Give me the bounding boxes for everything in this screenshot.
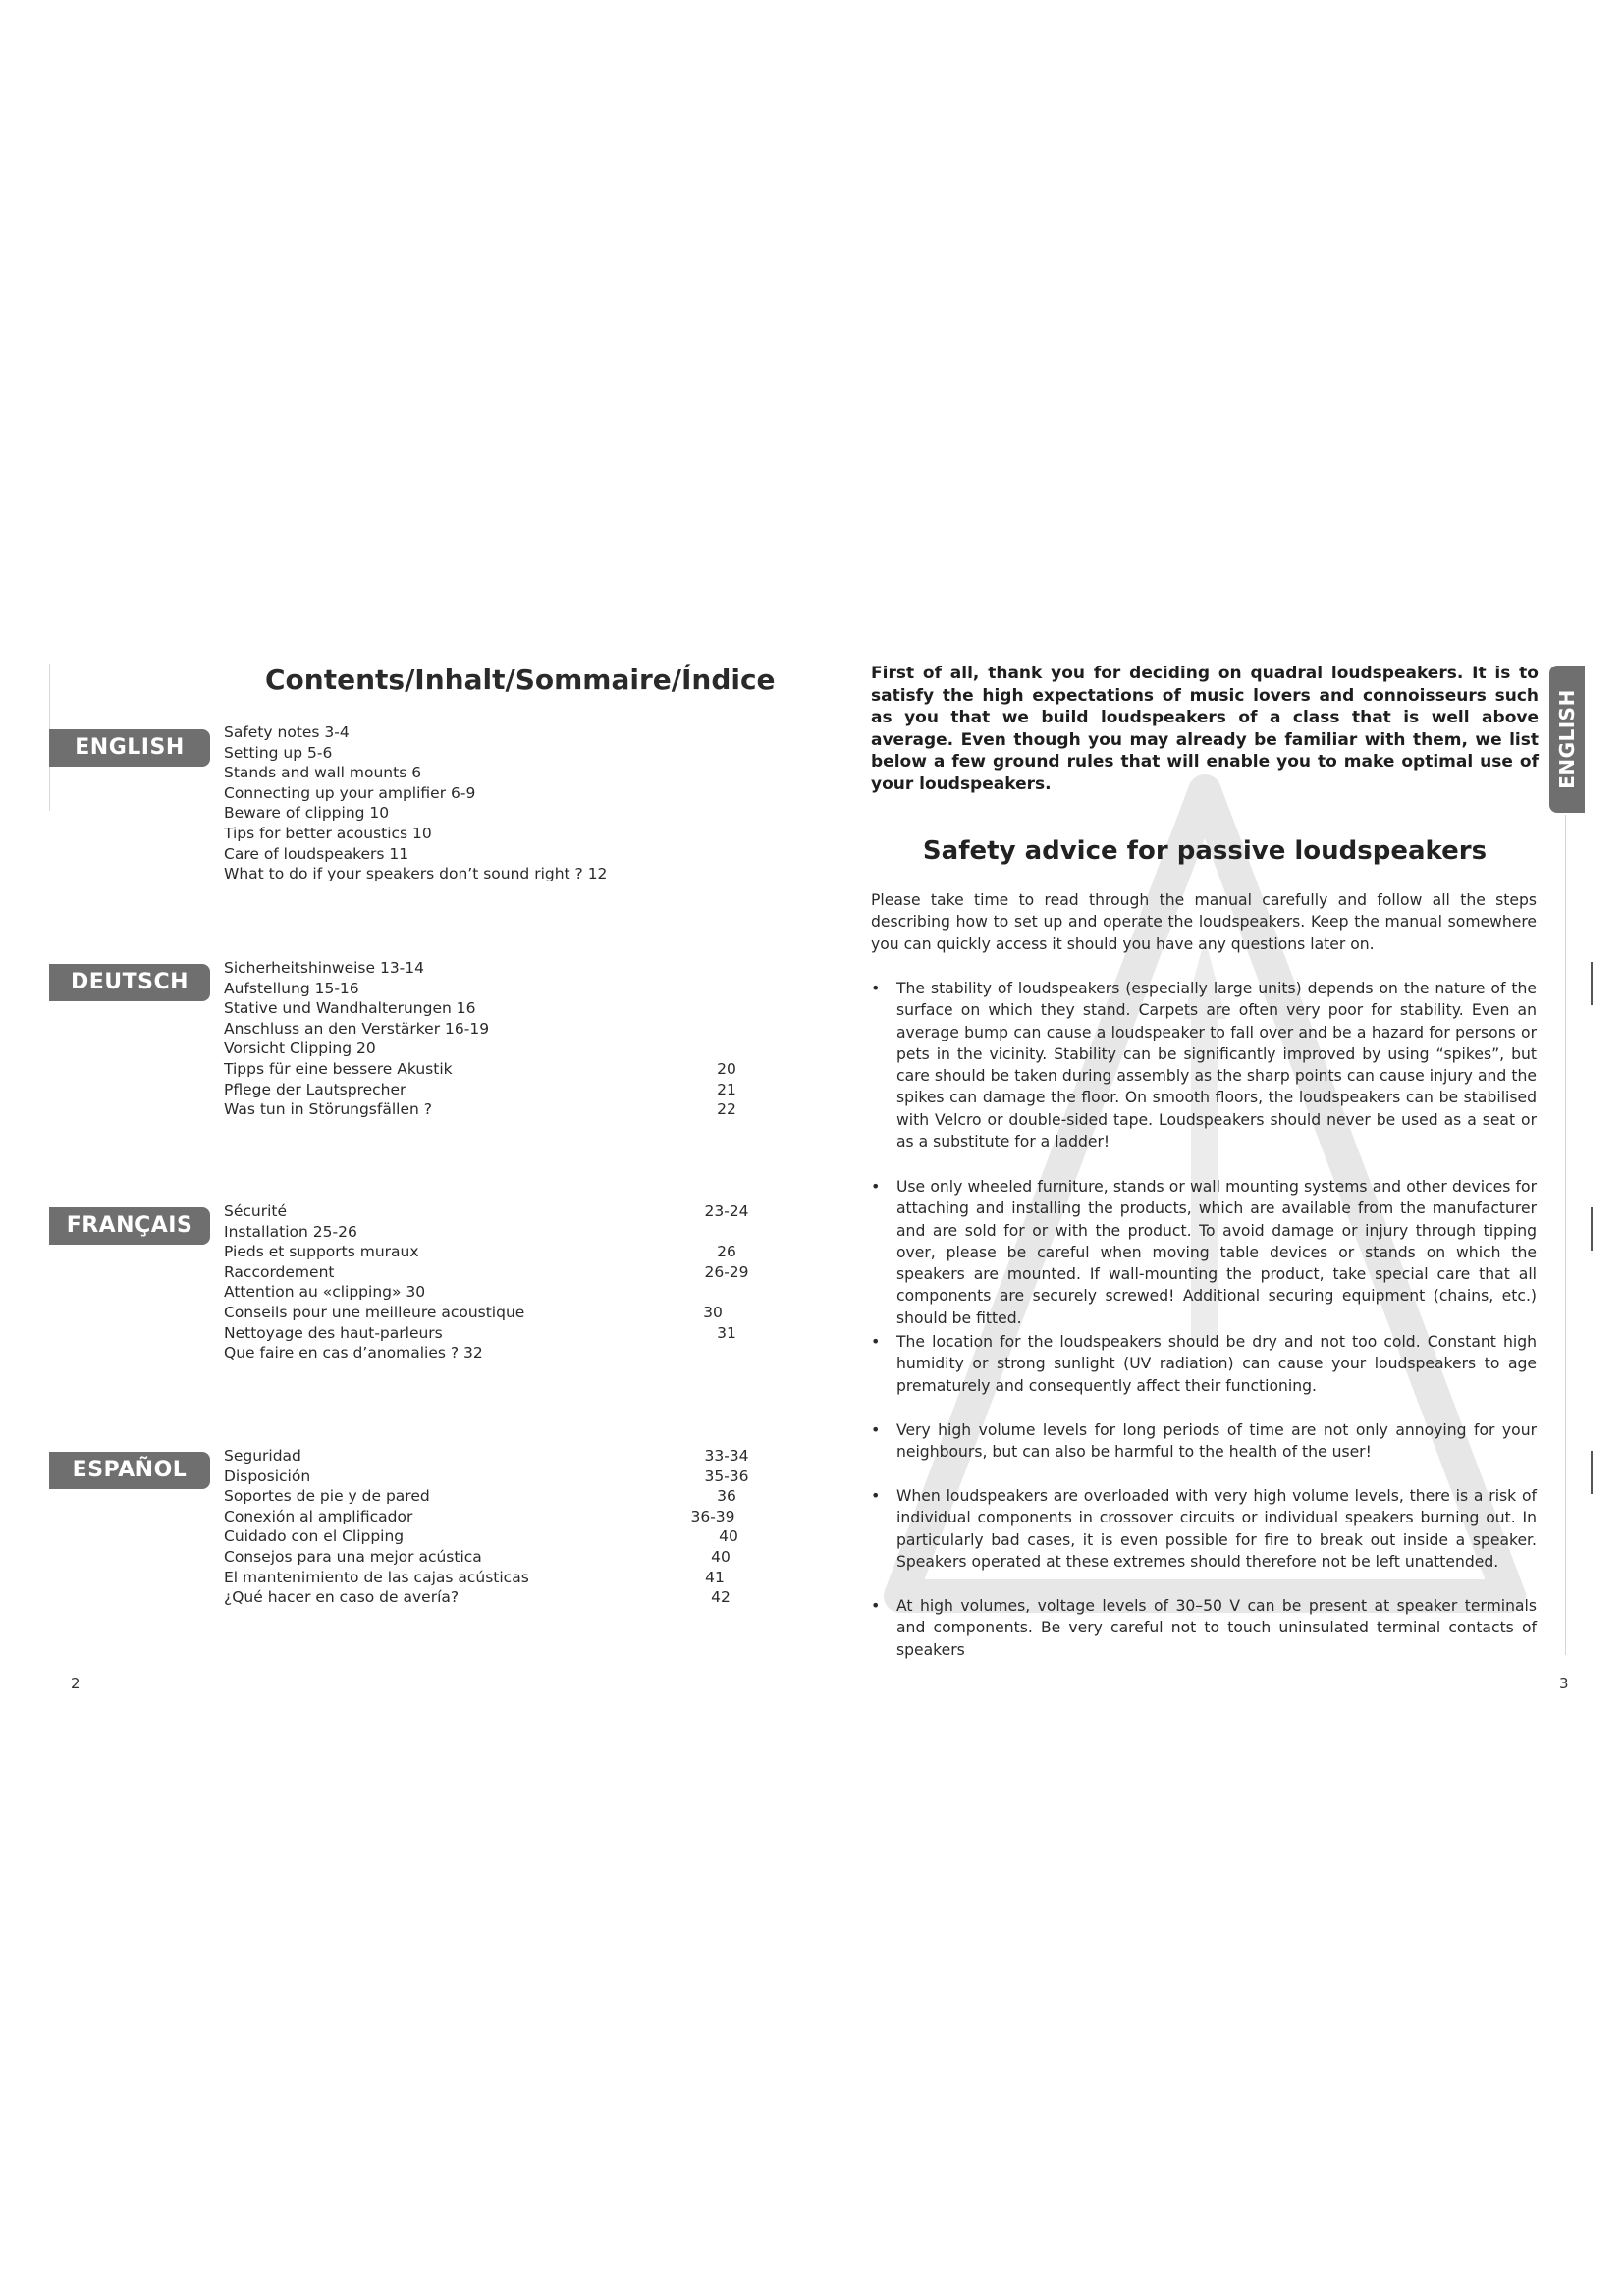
toc-entry: Que faire en cas d’anomalies ? 32 bbox=[224, 1344, 483, 1362]
bullet-dot-icon: • bbox=[871, 1332, 881, 1351]
toc-entry: Pflege der Lautsprecher 21 bbox=[224, 1080, 736, 1098]
toc-entry: El mantenimiento de las cajas acústicas 41 bbox=[224, 1568, 725, 1586]
toc-entry: Seguridad 33-34 bbox=[224, 1447, 749, 1465]
toc-entry: Cuidado con el Clipping 40 bbox=[224, 1527, 738, 1546]
toc-deutsch bbox=[224, 958, 754, 1120]
side-language-tab: ENGLISH bbox=[1549, 666, 1585, 813]
toc-entry: Disposición 35-36 bbox=[224, 1467, 749, 1485]
safety-bullet: • The location for the loudspeakers should be dry and not too cold. Constant high humidity or strong sunlight (UV radiation) can cause your loudspeakers to age prematurely and consequently affect their functioning. bbox=[871, 1332, 1537, 1395]
bullet-dot-icon: • bbox=[871, 1596, 881, 1615]
margin-tick-mark bbox=[1591, 962, 1593, 1005]
toc-entry: Anschluss an den Verstärker 16-19 bbox=[224, 1019, 490, 1038]
safety-bullet: • When loudspeakers are overloaded with very high volume levels, there is a risk of individual components in crossover circuits or individual speakers burning out. In particularly bad cases, it is even possible for fire to break out inside a speaker. Speakers operated at these extremes should therefore not be left unattended. bbox=[871, 1486, 1537, 1571]
toc-entry: Connecting up your amplifier 6-9 bbox=[224, 783, 476, 802]
toc-english bbox=[224, 722, 754, 884]
toc-entry: Safety notes 3-4 bbox=[224, 723, 350, 741]
toc-entry: Aufstellung 15-16 bbox=[224, 979, 359, 997]
toc-entry: ¿Qué hacer en caso de avería? 42 bbox=[224, 1588, 731, 1607]
toc-entry: Sicherheitshinweise 13-14 bbox=[224, 959, 424, 977]
bullet-dot-icon: • bbox=[871, 1486, 881, 1505]
toc-entry: Conexión al amplificador 36-39 bbox=[224, 1507, 735, 1525]
language-tab-espanol: ESPAÑOL bbox=[49, 1452, 210, 1489]
language-tab-english: ENGLISH bbox=[49, 729, 210, 767]
page-number-left: 2 bbox=[71, 1675, 81, 1692]
safety-bullet: • Very high volume levels for long periods of time are not only annoying for your neighbours, but can also be harmful to the health of the user! bbox=[871, 1420, 1537, 1462]
bullet-dot-icon: • bbox=[871, 1420, 881, 1439]
language-tab-francais: FRANÇAIS bbox=[49, 1207, 210, 1245]
toc-entry: Sécurité 23-24 bbox=[224, 1202, 749, 1220]
safety-bullet: • At high volumes, voltage levels of 30–50 V can be present at speaker terminals and components. Be very careful not to touch uninsulated terminal contacts of speakers bbox=[871, 1596, 1537, 1659]
safety-bullet: • The stability of loudspeakers (especially large units) depends on the nature of the surface on which they stand. Carpets are often very poor for stability. Even an average bump can cause a loudspeaker to fall over and be a hazard for persons or pets in the vicinity. Stability can be significantly improved by using “spikes”, but care should be taken during assembly as the sharp points can cause injury and the spikes can damage the floor. On smooth floors, the loudspeakers can be stabilised with Velcro or double-sided tape. Loudspeakers should never be used as a seat or as a substitute for a ladder! bbox=[871, 979, 1537, 1151]
bullet-dot-icon: • bbox=[871, 1177, 881, 1196]
intro-paragraph: First of all, thank you for deciding on quadral loudspeakers. It is to satisfy the high expectations of music lovers and connoisseurs such as you that we build loudspeakers of a class that is well above average. Even though you may already be familiar with them, we list below a few ground rules that will enable you to make optimal use of your loudspeakers. bbox=[871, 664, 1539, 794]
right-margin-rule bbox=[1565, 815, 1566, 1655]
toc-entry: Vorsicht Clipping 20 bbox=[224, 1040, 376, 1058]
safety-bullet: • Use only wheeled furniture, stands or wall mounting systems and other devices for attaching and installing the products, which are available from the manufacturer and are sold for or with the product. To avoid damage or injury through tipping over, please be careful when moving table devices or stands on which the speakers are mounted. If wall-mounting the product, take special care that all components are securely screwed! Additional securing equipment (chains, etc.) should be fitted. bbox=[871, 1177, 1537, 1327]
page-number-right: 3 bbox=[1559, 1675, 1569, 1692]
toc-entry: What to do if your speakers don’t sound right ? 12 bbox=[224, 865, 608, 883]
toc-entry: Nettoyage des haut-parleurs 31 bbox=[224, 1323, 736, 1342]
margin-tick-mark bbox=[1591, 1451, 1593, 1494]
toc-espanol bbox=[224, 1446, 754, 1608]
toc-entry: Soportes de pie y de pared 36 bbox=[224, 1487, 736, 1506]
toc-entry: Tips for better acoustics 10 bbox=[224, 824, 432, 842]
toc-entry: Setting up 5-6 bbox=[224, 743, 333, 762]
language-tab-deutsch: DEUTSCH bbox=[49, 964, 210, 1001]
contents-title: Contents/Inhalt/Sommaire/Índice bbox=[265, 664, 776, 696]
toc-entry: Raccordement 26-29 bbox=[224, 1262, 749, 1281]
toc-entry: Stative und Wandhalterungen 16 bbox=[224, 999, 476, 1018]
toc-entry: Was tun in Störungsfällen ? 22 bbox=[224, 1100, 736, 1119]
toc-entry: Consejos para una mejor acústica 40 bbox=[224, 1547, 731, 1566]
section-title: Safety advice for passive loudspeakers bbox=[922, 836, 1488, 866]
margin-tick-mark bbox=[1591, 1207, 1593, 1251]
bullet-dot-icon: • bbox=[871, 979, 881, 997]
toc-francais bbox=[224, 1201, 754, 1363]
toc-entry: Stands and wall mounts 6 bbox=[224, 764, 422, 782]
toc-entry: Tipps für eine bessere Akustik 20 bbox=[224, 1059, 736, 1078]
toc-entry: Care of loudspeakers 11 bbox=[224, 844, 409, 863]
toc-entry: Installation 25-26 bbox=[224, 1222, 357, 1241]
lead-paragraph: Please take time to read through the manual carefully and follow all the steps describing how to set up and operate the loudspeakers. Keep the manual somewhere you can quickly access it should you have any questions later on. bbox=[871, 891, 1537, 953]
toc-entry: Conseils pour une meilleure acoustique 30 bbox=[224, 1303, 723, 1321]
toc-entry: Pieds et supports muraux 26 bbox=[224, 1243, 736, 1261]
toc-entry: Attention au «clipping» 30 bbox=[224, 1283, 426, 1302]
toc-entry: Beware of clipping 10 bbox=[224, 804, 390, 823]
